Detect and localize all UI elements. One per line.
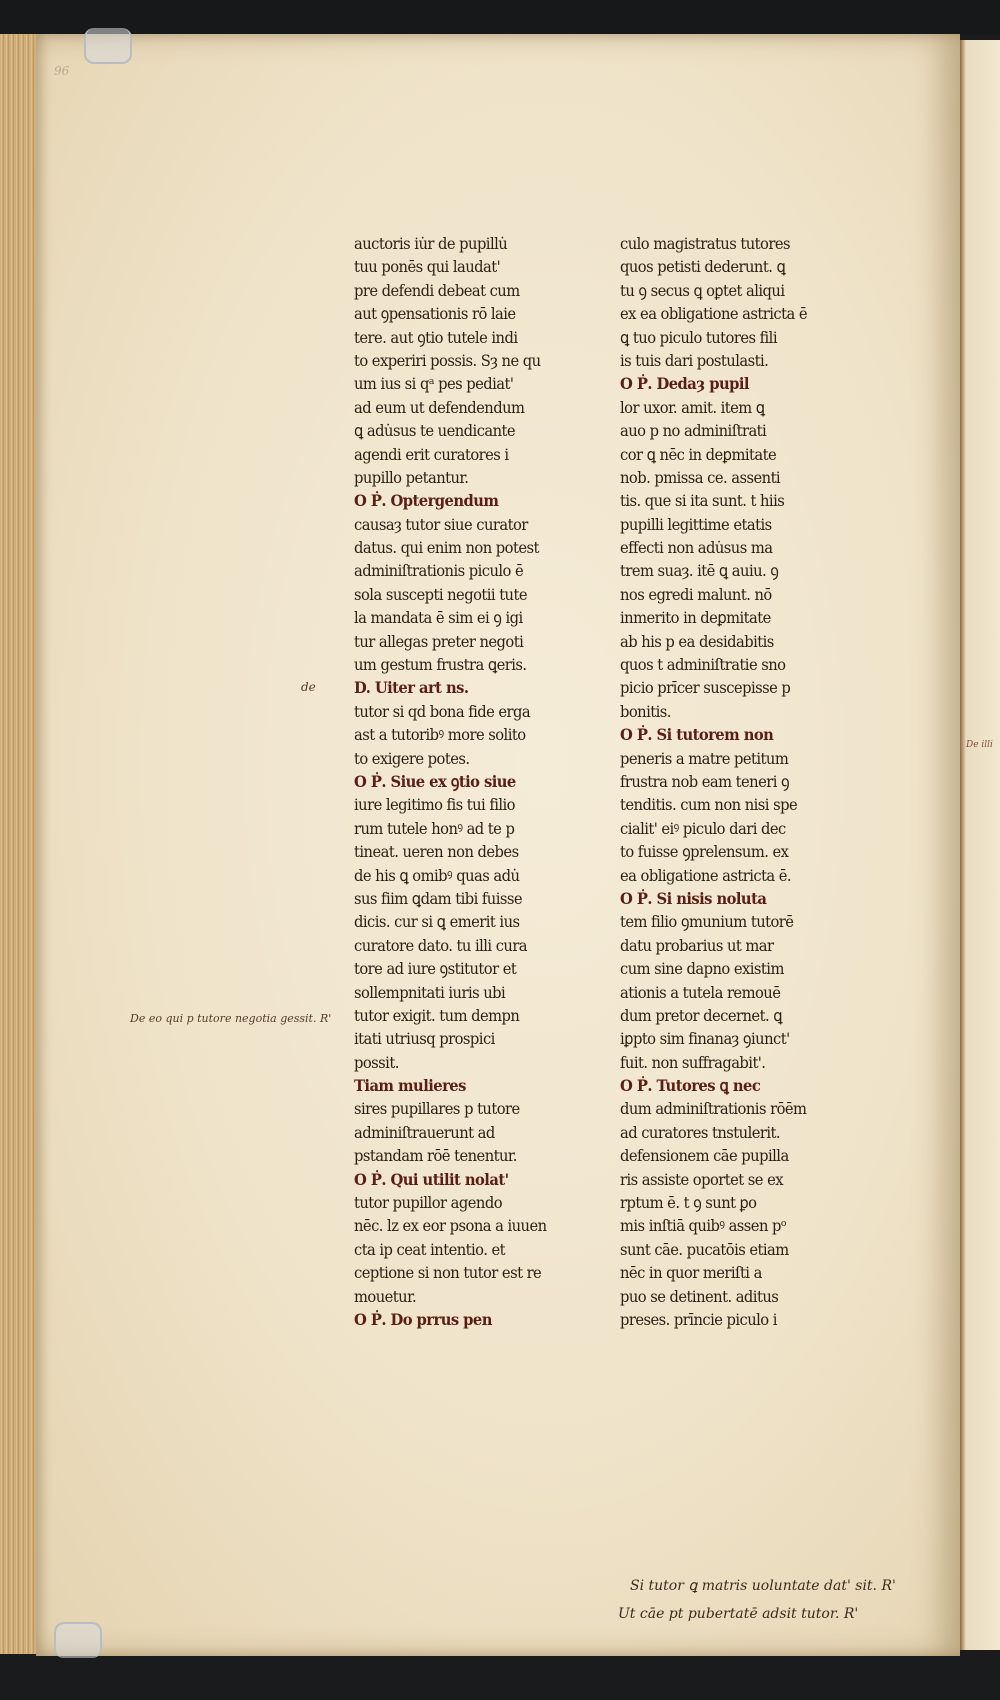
text-line: to fuisse ꝯprelensum. ex bbox=[620, 842, 789, 862]
text-line: tutor si qd bona fide erga bbox=[354, 701, 531, 721]
clip-icon bbox=[54, 1622, 102, 1658]
text-line: D. Uiter art ns. bbox=[354, 678, 469, 698]
bottom-note-1: Si tutor ꝗ matris uoluntate dat' sit. R' bbox=[630, 1578, 896, 1594]
text-line: cor ꝗ nēc in deꝑmitate bbox=[620, 444, 777, 464]
text-line: sires pupillares p tutore bbox=[354, 1099, 520, 1119]
text-line: ris assiste oportet se ex bbox=[620, 1169, 783, 1189]
margin-note-right: De illi bbox=[966, 740, 993, 750]
text-line: itati utriusq prospici bbox=[354, 1029, 495, 1049]
text-line: tineat. ueren non debes bbox=[354, 842, 519, 862]
text-line: effecti non adu̇sus ma bbox=[620, 538, 773, 558]
text-line: Tiam mulieres bbox=[354, 1076, 466, 1096]
text-line: dum pretor decernet. ꝗ bbox=[620, 1005, 783, 1025]
text-line: tis. que si ita sunt. t hiis bbox=[620, 491, 785, 511]
text-line: O Ṗ. Si tutorem non bbox=[620, 725, 774, 745]
text-line: cialit' eiꝰ piculo dari dec bbox=[620, 818, 786, 838]
text-line: trem suaȝ. itē ꝗ auiu. ꝯ bbox=[620, 561, 779, 581]
text-line: pupilli legittime etatis bbox=[620, 514, 772, 534]
text-line: ceptione si non tutor est re bbox=[354, 1263, 542, 1283]
text-line: rum tutele honꝰ ad te p bbox=[354, 818, 515, 838]
text-line: culo magistratus tutores bbox=[620, 234, 790, 253]
text-line: peneris a matre petitum bbox=[620, 748, 789, 768]
text-line: O Ṗ. Do prrus pen bbox=[354, 1309, 492, 1329]
text-line: ꝗ tuo piculo tutores fili bbox=[620, 327, 778, 347]
text-line: ab his p ea desidabitis bbox=[620, 631, 774, 651]
text-line: tur allegas preter negoti bbox=[354, 631, 524, 651]
text-line: lor uxor. amit. item ꝗ bbox=[620, 397, 765, 417]
text-line: pstandam rōē tenentur. bbox=[354, 1146, 517, 1166]
text-line: tu ꝯ secus ꝗ oꝑtet aliqui bbox=[620, 280, 785, 300]
text-line: tenditis. cum non nisi spe bbox=[620, 795, 798, 815]
text-line: mis inſtiā quibꝰ assen pᵒ bbox=[620, 1216, 787, 1236]
text-line: bonitis. bbox=[620, 701, 671, 721]
text-line: tutor pupillor agendo bbox=[354, 1193, 503, 1213]
text-line: dum adminiſtrationis rōēm bbox=[620, 1099, 807, 1119]
text-line: O Ṗ. Dedaȝ pupil bbox=[620, 374, 749, 394]
text-line: nob. pmissa ce. assenti bbox=[620, 467, 781, 487]
text-line: datus. qui enim non potest bbox=[354, 538, 539, 558]
text-line: O Ṗ. Optergendum bbox=[354, 491, 499, 511]
text-line: de his ꝗ omibꝰ quas adu̇ bbox=[354, 865, 520, 885]
text-line: pre defendi debeat cum bbox=[354, 280, 520, 300]
text-line: tere. aut ꝯtio tutele indi bbox=[354, 327, 518, 347]
text-line: O Ṗ. Siue ex ꝯtio siue bbox=[354, 771, 516, 791]
text-line: puo se detinent. aditus bbox=[620, 1286, 779, 1306]
text-line: causaȝ tutor siue curator bbox=[354, 514, 528, 534]
text-line: dicis. cur si ꝗ emerit ius bbox=[354, 912, 520, 932]
margin-mark: de bbox=[301, 680, 316, 694]
text-line: adminiſtrationis piculo ē bbox=[354, 561, 524, 581]
text-line: O Ṗ. Qui utilit nolat' bbox=[354, 1169, 509, 1189]
text-line: ad eum ut defendendum bbox=[354, 397, 525, 417]
top-background bbox=[0, 0, 1000, 34]
text-line: picio prīcer suscepisse p bbox=[620, 678, 791, 698]
text-line: sola suscepti negotii tute bbox=[354, 584, 528, 604]
text-line: ꝗ adu̇sus te uendicante bbox=[354, 421, 516, 441]
text-line: um gestum frustra ꝗeris. bbox=[354, 655, 527, 675]
text-line: nos egredi malunt. nō bbox=[620, 584, 772, 604]
text-line: ad curatores tnstulerit. bbox=[620, 1122, 781, 1142]
text-line: iure legitimo fis tui filio bbox=[354, 795, 515, 815]
text-line: nēc. lz ex eor psona a iuuen bbox=[354, 1216, 547, 1236]
text-line: rptum ē. t ꝯ sunt ꝑo bbox=[620, 1193, 757, 1213]
text-line: cta ip ceat intentio. et bbox=[354, 1239, 506, 1259]
text-line: ea obligatione astricta ē. bbox=[620, 865, 792, 885]
bottom-note-2: Ut cāe pt pubertatē adsit tutor. R' bbox=[618, 1606, 859, 1622]
text-line: inmerito in deꝑmitate bbox=[620, 608, 771, 628]
text-line: frustra nob eam teneri ꝯ bbox=[620, 771, 790, 791]
text-column-left bbox=[354, 232, 568, 1331]
text-line: possit. bbox=[354, 1052, 399, 1072]
text-line: aut ꝯpensationis rō laie bbox=[354, 304, 516, 324]
text-line: datu probarius ut mar bbox=[620, 935, 774, 955]
text-line: ex ea obligatione astricta ē bbox=[620, 304, 807, 324]
text-line: sunt cāe. pucatōis etiam bbox=[620, 1239, 789, 1259]
text-line: auctoris iu̇r de pupillu̇ bbox=[354, 234, 508, 253]
bottom-background bbox=[0, 1656, 1000, 1700]
text-line: ast a tutoribꝰ more solito bbox=[354, 725, 526, 745]
text-line: tem filio ꝯmunium tutorē bbox=[620, 912, 794, 932]
text-line: tutor exigit. tum dempn bbox=[354, 1005, 520, 1025]
text-line: is tuis dari postulasti. bbox=[620, 350, 769, 370]
text-line: mouetur. bbox=[354, 1286, 417, 1306]
text-line: defensionem cāe pupilla bbox=[620, 1146, 789, 1166]
text-column-right bbox=[620, 232, 834, 1331]
text-line: tuu ponēs qui laudat' bbox=[354, 257, 501, 277]
text-line: nēc in quor meriſti a bbox=[620, 1263, 762, 1283]
text-line: quos petisti dederunt. ꝗ bbox=[620, 257, 786, 277]
text-line: pupillo petantur. bbox=[354, 467, 469, 487]
text-line: um ius si qᵃ pes pediat' bbox=[354, 374, 514, 394]
text-line: la mandata ē sim ei ꝯ igi bbox=[354, 608, 523, 628]
text-line: curatore dato. tu illi cura bbox=[354, 935, 528, 955]
text-line: iꝑpto sim finanaȝ ꝯiunct' bbox=[620, 1029, 790, 1049]
text-line: O Ṗ. Tutores ꝗ nec bbox=[620, 1076, 761, 1096]
text-line: preses. prīncie piculo i bbox=[620, 1309, 777, 1329]
text-line: quos t adminiſtratie sno bbox=[620, 655, 786, 675]
text-line: to experiri possis. Sȝ ne qu bbox=[354, 350, 541, 370]
text-line: adminiſtrauerunt ad bbox=[354, 1122, 495, 1142]
text-line: O Ṗ. Si nisis noluta bbox=[620, 888, 767, 908]
text-line: sollempnitati iuris ubi bbox=[354, 982, 506, 1002]
facing-page-edge bbox=[960, 40, 1000, 1650]
text-line: fuit. non suffragabit'. bbox=[620, 1052, 766, 1072]
clip-icon bbox=[84, 28, 132, 64]
folio-mark: 96 bbox=[54, 64, 70, 78]
text-line: agendi erit curatores i bbox=[354, 444, 509, 464]
text-line: tore ad iure ꝯstitutor et bbox=[354, 959, 517, 979]
text-line: auo p no adminiſtrati bbox=[620, 421, 767, 441]
margin-note-left: De eo qui p tutore negotia gessit. R' bbox=[130, 1012, 332, 1025]
text-line: sus fiim ꝗdam tibi fuisse bbox=[354, 888, 523, 908]
text-line: ationis a tutela remouē bbox=[620, 982, 781, 1002]
text-line: cum sine dapno existim bbox=[620, 959, 784, 979]
text-line: to exigere potes. bbox=[354, 748, 470, 768]
